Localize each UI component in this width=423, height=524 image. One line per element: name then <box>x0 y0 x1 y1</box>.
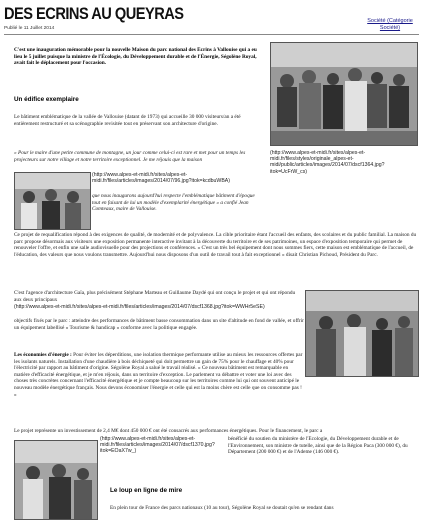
image-link-dscf1368[interactable]: (http://www.alpes-et-midi.fr/sites/alpes-et-midi.fr/files/articles/images/2014/07/dscf1368.jpg?itok=WWHr5eSE) <box>14 304 265 310</box>
image-link-dscf1364[interactable]: (http://www.alpes-et-midi.fr/sites/alpes-et-midi.fr/files/styles/originale_alpes-et-midi/public/articles/images/2014/07/dscf1364.jpg?itok=UcFrW_cs) <box>270 150 385 175</box>
photo-officials <box>14 172 91 230</box>
photo-inauguration-image <box>271 43 417 145</box>
published-date: Publié le 11 Juillet 2014 <box>4 26 55 31</box>
photo-inauguration <box>270 42 418 146</box>
image-link-dscf1370[interactable]: (http://www.alpes-et-midi.fr/sites/alpes-et-midi.fr/files/articles/images/2014/07/dscf1370.jpg?itok=EOaX7w_) <box>100 436 215 455</box>
paragraph-financement-end: bénéficié du soutien du ministère de l'Écologie, du Développement durable et de l'Environnement, son ministre de tutelle, ainsi que de la Région Paca (300 000 €), du Département (200 000 €) et de l'Ademe (146 000 €). <box>228 436 408 456</box>
photo-visitors-image <box>306 291 418 376</box>
image-link-96[interactable]: (http://www.alpes-et-midi.fr/sites/alpes-et-midi.fr/files/articles/images/2014/07/96.jpg?itok=kcdbuWBA) <box>92 172 230 185</box>
intro-paragraph: C'est une inauguration mémorable pour la nouvelle Maison du parc national des Écrins à Vallouise qui a eu lieu le 5 juillet puisque la ministre de l'Écologie, du Développement durable et de l'Énergie, Ségolène Royal, avait fait le déplacement pour l'occasion. <box>14 47 257 67</box>
energie-text: Pour éviter les déperditions, une isolation thermique performante utilise au mieux les ressources offertes par les isolants naturels. Installation d'une chaudière à bois déchiqueté qui doit permettre un gain de 75% pour le chauffage et 40% pour l'électricité par rapport au bâtiment d'origine. Ségolène Royal a salué le travail réalisé. « Ce nouveau bâtiment est remarquable en matière d'efficacité énergétique, et je m'en réjouis, dans un territoire d'exception. Le parlement va débattre et voter une loi avec des choses très concrètes concernant l'efficacité énergétique et je compte beaucoup sur les territoires comme lui qui ont souvent anticipé le nouveau modèle énergétique français. Nous devons économiser l'énergie et celle qui est la moins chère est celle que on consomme pas ! » <box>14 352 303 398</box>
photo-visitors <box>305 290 419 377</box>
quote-maire-start: « Pour le maire d'une petite commune de montagne, un jour comme celui-ci est rare et met pour un temps les projecteurs sur notre village et notre territoire exceptionnel. Je me réjouis que la maison <box>14 150 246 163</box>
energie-label: Les économies d'énergie : <box>14 352 72 358</box>
paragraph-edifice: Le bâtiment emblématique de la vallée de Vallouise (datant de 1973) qui accueille 30 000 visiteurs/an a été entièrement restructuré et sa scénographie revisitée tout en préservant son architecture d'origine. <box>14 114 241 127</box>
photo-minister-image <box>15 441 97 519</box>
paragraph-loup: En plein tour de France des parcs nationaux (10 au tour), Ségolène Royal se doutait qu'en se rendant dans <box>110 505 334 511</box>
category-link[interactable]: Société (Catégorie Société) <box>367 18 413 31</box>
paragraph-architecture-start: C'est l'agence d'architecture Gaïa, plus précisément Stéphane Marteau et Guillaume Daydé qui ont conçu le projet et qui ont répondu aux deux principaux <box>14 290 296 303</box>
heading-loup: Le loup en ligne de mire <box>110 487 183 494</box>
paragraph-architecture-end: objectifs fixés par le parc : atteindre des performances de bâtiment basse consommation dans un site d'altitude en fond de vallée, et offrir un équipement labellisé « Tourisme & handicap » conforme avec la politique engagée. <box>14 318 304 331</box>
photo-minister <box>14 440 98 520</box>
quote-maire-end: que nous inaugurons aujourd'hui respecte l'emblématique bâtiment d'époque tout en faisant de lui un modèle d'exemplarité énergétique » a confié Jean Comteaux, maire de Vallouise. <box>92 193 255 213</box>
heading-edifice-exemplaire: Un édifice exemplaire <box>14 96 79 103</box>
page-title: DES ECRINS AU QUEYRAS <box>4 4 184 23</box>
photo-officials-image <box>15 173 90 229</box>
paragraph-financement-start: Le projet représente un investissement de 2,4 M€ dont 450 000 € ont été consacrés aux performances énergétiques. Pour le financement, le parc a <box>14 428 323 434</box>
paragraph-energie <box>14 352 304 414</box>
paragraph-requalification: Ce projet de requalification répond à des exigences de qualité, de modernité et de polyvalence. La cible prioritaire étant l'accueil des enfants, des scolaires et du public familial. La maison du parc propose désormais aux visiteurs une exposition permanente interactive invitant à la découverte du territoire et de ses patrimoines, un espace d'exposition temporaire qui permet de renouveler l'offre, et enfin une salle audiovisuelle pour des projections et conférences. « C'est un très bel équipement dont nous sommes fiers, cette maison est emblématique de l'accueil, de l'éducation, des valeurs que nous voulons transmettre. Aujourd'hui nous disposons d'un outil de travail tout à fait exceptionnel » disait Christian Pichoud, Président du Parc. <box>14 232 417 258</box>
title-rule <box>4 34 419 35</box>
